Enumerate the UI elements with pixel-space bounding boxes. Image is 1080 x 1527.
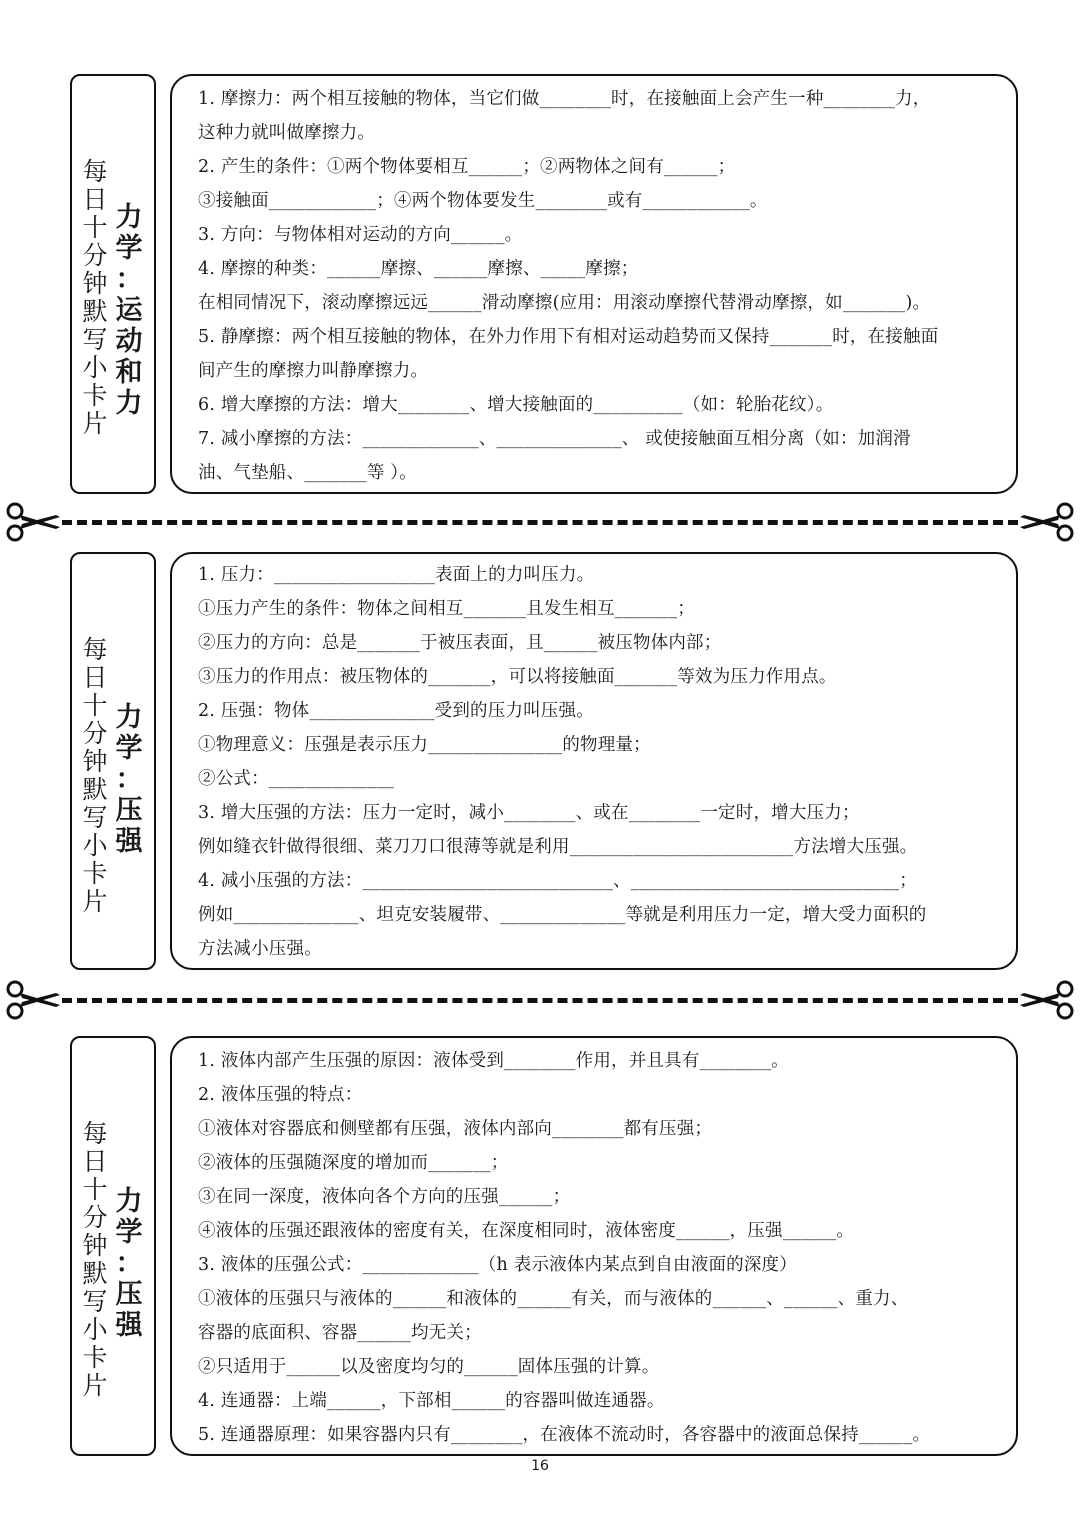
side-title-char: 每 — [82, 157, 108, 186]
side-title-char: 卡 — [82, 1343, 108, 1372]
card-line: ②公式：______________ — [198, 769, 395, 789]
card-line: 油、气垫船、_______等 ）。 — [198, 463, 417, 483]
side-title-char: ： — [115, 1248, 143, 1279]
side-title-char: 片 — [82, 1371, 108, 1400]
side-title-big — [112, 1186, 146, 1341]
card-content — [170, 1036, 1018, 1456]
card-line: 容器的底面积、容器______均无关； — [198, 1323, 482, 1343]
side-title-char: 强 — [115, 1310, 143, 1341]
side-title-char: 钟 — [82, 747, 108, 776]
side-title-char: 力 — [115, 202, 143, 233]
page-number: 16 — [531, 1458, 549, 1474]
card-lines — [198, 1044, 1006, 1452]
side-title-small — [80, 158, 110, 438]
side-title-char: 卡 — [82, 381, 108, 410]
card-line: 方法减小压强。 — [198, 939, 322, 959]
side-title-char: 片 — [82, 887, 108, 916]
card-lines — [198, 558, 1006, 966]
side-title-char: 写 — [82, 803, 108, 832]
card-line: 2. 产生的条件：①两个物体要相互______；②两物体之间有______； — [198, 157, 736, 177]
card-line: 4. 连通器：上端______，下部相______的容器叫做连通器。 — [198, 1391, 665, 1411]
card-line: 5. 静摩擦：两个相互接触的物体，在外力作用下有相对运动趋势而又保持_______时，在接触面 — [198, 327, 939, 347]
card-line: ②只适用于______以及密度均匀的______固体压强的计算。 — [198, 1357, 660, 1377]
side-title-char: 钟 — [82, 1231, 108, 1260]
side-title-small — [80, 636, 110, 916]
side-title-char: 钟 — [82, 269, 108, 298]
side-title-char: 力 — [115, 702, 143, 733]
side-title-char: 学 — [115, 1217, 143, 1248]
side-title-char: 日 — [82, 185, 108, 214]
side-title-char: 小 — [82, 353, 108, 382]
side-title-char: 默 — [82, 297, 108, 326]
card-side-label — [70, 552, 156, 970]
side-title-char: 动 — [115, 326, 143, 357]
card-line: 间产生的摩擦力叫静摩擦力。 — [198, 361, 429, 381]
card-line: 例如缝衣针做得很细、菜刀刀口很薄等就是利用_________________________方法增大压强。 — [198, 837, 918, 857]
side-title-char: 压 — [115, 1279, 143, 1310]
card-line: 6. 增大摩擦的方法：增大________、增大接触面的__________（如：轮胎花纹）。 — [198, 395, 834, 415]
side-title-char: 力 — [115, 388, 143, 419]
card-line: ①液体对容器底和侧壁都有压强，液体内部向________都有压强； — [198, 1119, 713, 1139]
cut-line — [0, 980, 1080, 1020]
card-line: ①液体的压强只与液体的______和液体的______有关，而与液体的______、______、重力、 — [198, 1289, 909, 1309]
card-line: ③压力的作用点：被压物体的_______，可以将接触面_______等效为压力作用点。 — [198, 667, 837, 687]
side-title-big — [112, 702, 146, 857]
card-line: 4. 减小压强的方法：____________________________、______________________________； — [198, 871, 917, 891]
card-line: 3. 液体的压强公式：_____________（h 表示液体内某点到自由液面的深度） — [198, 1255, 797, 1275]
card-line: ②压力的方向：总是_______于被压表面，且______被压物体内部； — [198, 633, 722, 653]
card-line: 这种力就叫做摩擦力。 — [198, 123, 375, 143]
card-line: 5. 连通器原理：如果容器内只有________，在液体不流动时，各容器中的液面总保持______。 — [198, 1425, 931, 1445]
side-title-char: 学 — [115, 733, 143, 764]
card-line: ③接触面____________；④两个物体要发生________或有____________。 — [198, 191, 768, 211]
card-lines — [198, 82, 1006, 490]
side-title-small — [80, 1120, 110, 1400]
card-line: ①压力产生的条件：物体之间相互_______且发生相互_______； — [198, 599, 695, 619]
cut-line — [0, 502, 1080, 542]
card-line: 例如______________、坦克安装履带、______________等就是利用压力一定，增大受力面积的 — [198, 905, 927, 925]
card-line: 2. 液体压强的特点： — [198, 1085, 363, 1105]
card-line: 1. 摩擦力：两个相互接触的物体，当它们做________时，在接触面上会产生一种________力， — [198, 89, 931, 109]
card-content — [170, 74, 1018, 494]
side-title-char: 强 — [115, 826, 143, 857]
side-title-char: 每 — [82, 1119, 108, 1148]
side-title-char: 十 — [82, 691, 108, 720]
side-title-char: 分 — [82, 1203, 108, 1232]
card-side-label — [70, 74, 156, 494]
side-title-big — [112, 202, 146, 419]
side-title-char: 卡 — [82, 859, 108, 888]
card-line: ②液体的压强随深度的增加而_______； — [198, 1153, 509, 1173]
side-title-char: 写 — [82, 1287, 108, 1316]
card-line: 4. 摩擦的种类：______摩擦、______摩擦、_____摩擦； — [198, 259, 639, 279]
card-line: ③在同一深度，液体向各个方向的压强______； — [198, 1187, 571, 1207]
scissors-icon — [1018, 502, 1076, 542]
scissors-icon — [1018, 980, 1076, 1020]
side-title-char: 学 — [115, 233, 143, 264]
scissors-icon — [4, 980, 62, 1020]
side-title-char: 运 — [115, 295, 143, 326]
card-line: 7. 减小摩擦的方法：_____________、______________、 或使接触面互相分离（如：加润滑 — [198, 429, 911, 449]
side-title-char: 每 — [82, 635, 108, 664]
side-title-char: ： — [115, 264, 143, 295]
side-title-char: 分 — [82, 241, 108, 270]
side-title-char: 小 — [82, 1315, 108, 1344]
side-title-char: 十 — [82, 213, 108, 242]
card-line: 3. 方向：与物体相对运动的方向______。 — [198, 225, 523, 245]
card-line: ④液体的压强还跟液体的密度有关，在深度相同时，液体密度______，压强______。 — [198, 1221, 855, 1241]
side-title-char: 分 — [82, 719, 108, 748]
side-title-char: 写 — [82, 325, 108, 354]
side-title-char: 压 — [115, 795, 143, 826]
dashed-divider — [62, 998, 1018, 1003]
card-line: 3. 增大压强的方法：压力一定时，减小________、或在________一定时，增大压力； — [198, 803, 860, 823]
dashed-divider — [62, 520, 1018, 525]
card-line: 1. 液体内部产生压强的原因：液体受到________作用，并且具有________。 — [198, 1051, 789, 1071]
card-line: 2. 压强：物体______________受到的压力叫压强。 — [198, 701, 594, 721]
side-title-char: 日 — [82, 1147, 108, 1176]
side-title-char: 日 — [82, 663, 108, 692]
side-title-char: 默 — [82, 1259, 108, 1288]
card-side-label — [70, 1036, 156, 1456]
side-title-char: 和 — [115, 357, 143, 388]
card-line: 1. 压力：__________________表面上的力叫压力。 — [198, 565, 595, 585]
side-title-char: 小 — [82, 831, 108, 860]
card-line: 在相同情况下，滚动摩擦远远______滑动摩擦(应用：用滚动摩擦代替滑动摩擦，如_______)。 — [198, 293, 931, 313]
scissors-icon — [4, 502, 62, 542]
side-title-char: ： — [115, 764, 143, 795]
side-title-char: 默 — [82, 775, 108, 804]
side-title-char: 片 — [82, 409, 108, 438]
card-line: ①物理意义：压强是表示压力_______________的物理量； — [198, 735, 651, 755]
side-title-char: 力 — [115, 1186, 143, 1217]
side-title-char: 十 — [82, 1175, 108, 1204]
card-content — [170, 552, 1018, 970]
